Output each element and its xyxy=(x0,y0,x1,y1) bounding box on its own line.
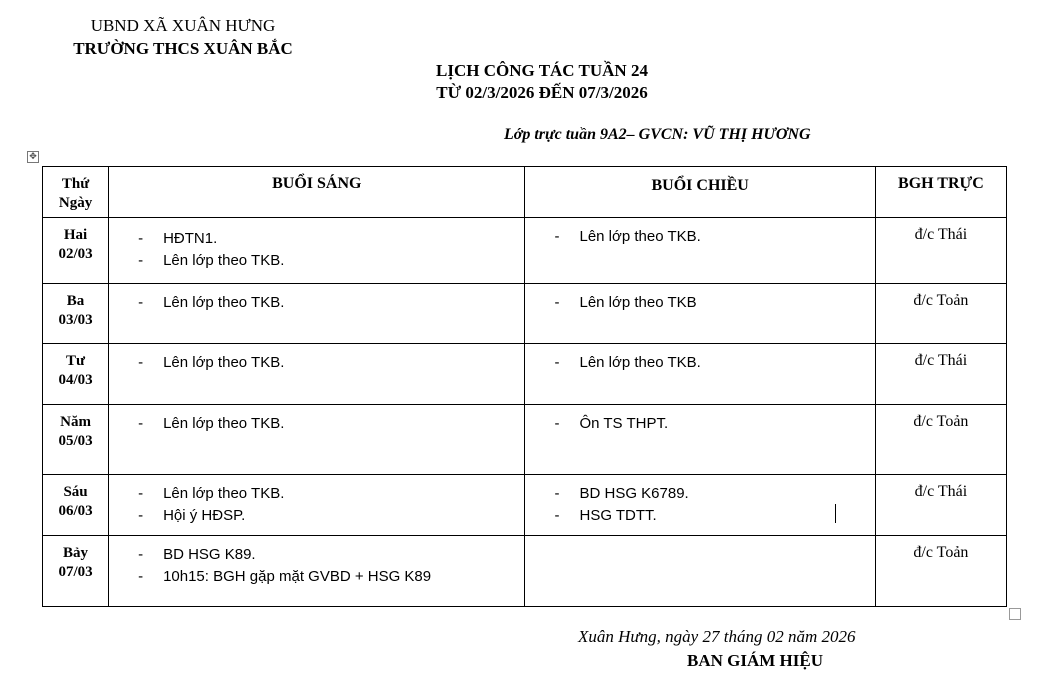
table-row xyxy=(43,475,1007,536)
duty-class-line: Lớp trực tuần 9A2– GVCN: VŨ THỊ HƯƠNG xyxy=(504,126,811,143)
bgh-cell: đ/c Toản xyxy=(875,405,1006,475)
morning-task: - Lên lớp theo TKB. xyxy=(109,250,524,272)
header-afternoon: BUỔI CHIỀU xyxy=(525,167,875,218)
morning-task: - 10h15: BGH gặp mặt GVBD + HSG K89 xyxy=(109,566,524,588)
table-header-row xyxy=(43,167,1007,218)
day-name: Sáu xyxy=(63,484,88,500)
day-date: 03/03 xyxy=(58,312,93,328)
morning-cell xyxy=(109,405,525,475)
day-date: 07/03 xyxy=(58,564,93,580)
day-cell xyxy=(43,218,109,284)
day-cell xyxy=(43,405,109,475)
bgh-cell: đ/c Thái xyxy=(875,475,1006,536)
morning-cell xyxy=(109,475,525,536)
table-row xyxy=(43,284,1007,344)
day-date: 05/03 xyxy=(58,433,93,449)
schedule-title: LỊCH CÔNG TÁC TUẦN 24 xyxy=(436,61,648,80)
day-cell xyxy=(43,475,109,536)
bgh-cell: đ/c Toản xyxy=(875,536,1006,607)
afternoon-cell xyxy=(525,344,875,405)
table-resize-handle[interactable] xyxy=(1009,608,1021,620)
table-row xyxy=(43,536,1007,607)
schedule-table xyxy=(42,166,1007,607)
day-name: Ba xyxy=(66,293,85,309)
morning-task: - BD HSG K89. xyxy=(109,544,524,566)
afternoon-task: - Lên lớp theo TKB xyxy=(525,292,874,314)
header-morning: BUỔI SÁNG xyxy=(109,167,525,218)
afternoon-cell xyxy=(525,218,875,284)
day-date: 02/03 xyxy=(58,246,93,262)
morning-task: - Lên lớp theo TKB. xyxy=(109,292,524,314)
morning-task: - Lên lớp theo TKB. xyxy=(109,483,524,505)
afternoon-task: - BD HSG K6789. xyxy=(525,483,874,505)
header-day-line2: Ngày xyxy=(58,195,93,211)
schedule-date-range: TỪ 02/3/2026 ĐẾN 07/3/2026 xyxy=(436,83,648,102)
day-cell xyxy=(43,344,109,405)
morning-cell xyxy=(109,218,525,284)
table-row xyxy=(43,218,1007,284)
header-day-line1: Thứ xyxy=(61,176,90,192)
morning-task: - Lên lớp theo TKB. xyxy=(109,352,524,374)
afternoon-task: - Lên lớp theo TKB. xyxy=(525,352,874,374)
bgh-cell: đ/c Thái xyxy=(875,218,1006,284)
day-date: 06/03 xyxy=(58,503,93,519)
morning-cell xyxy=(109,284,525,344)
day-cell xyxy=(43,284,109,344)
morning-cell xyxy=(109,344,525,405)
school-name: TRƯỜNG THCS XUÂN BẮC xyxy=(73,39,293,58)
morning-cell xyxy=(109,536,525,607)
afternoon-cell xyxy=(525,405,875,475)
bgh-cell: đ/c Toản xyxy=(875,284,1006,344)
day-name: Bảy xyxy=(63,545,89,561)
header-day xyxy=(43,167,109,218)
table-row xyxy=(43,405,1007,475)
afternoon-task: - Lên lớp theo TKB. xyxy=(525,226,874,248)
afternoon-cell xyxy=(525,284,875,344)
morning-task: - Lên lớp theo TKB. xyxy=(109,413,524,435)
afternoon-cell xyxy=(525,475,875,536)
header-bgh: BGH TRỰC xyxy=(875,167,1006,218)
day-date: 04/03 xyxy=(58,372,93,388)
day-name: Hai xyxy=(63,227,88,243)
afternoon-task: - HSG TDTT. xyxy=(525,505,874,527)
day-name: Năm xyxy=(60,414,91,430)
signature-place-date: Xuân Hưng, ngày 27 tháng 02 năm 2026 xyxy=(578,627,856,646)
day-name: Tư xyxy=(66,353,86,369)
signature-title: BAN GIÁM HIỆU xyxy=(687,651,824,670)
day-cell xyxy=(43,536,109,607)
table-row xyxy=(43,344,1007,405)
morning-task: - HĐTN1. xyxy=(109,228,524,250)
morning-task: - Hội ý HĐSP. xyxy=(109,505,524,527)
table-move-handle-icon[interactable]: ✥ xyxy=(27,151,39,163)
afternoon-cell xyxy=(525,536,875,607)
afternoon-task: - Ôn TS THPT. xyxy=(525,413,874,435)
authority-name: UBND XÃ XUÂN HƯNG xyxy=(90,16,276,35)
bgh-cell: đ/c Thái xyxy=(875,344,1006,405)
text-cursor xyxy=(835,504,836,523)
